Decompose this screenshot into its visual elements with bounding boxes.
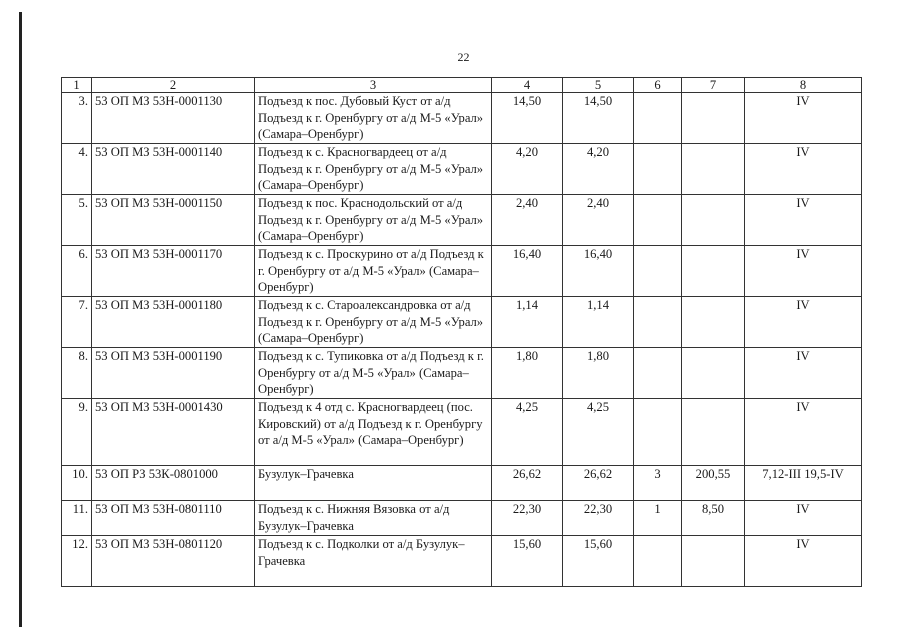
bridges-length-cell — [682, 195, 745, 246]
bridges-count-cell — [634, 195, 682, 246]
length-total-cell: 22,30 — [563, 501, 634, 536]
table-row — [62, 466, 862, 501]
length-cell: 26,62 — [492, 466, 563, 501]
length-cell: 4,20 — [492, 144, 563, 195]
row-number-cell: 7. — [62, 297, 92, 348]
length-total-cell: 16,40 — [563, 246, 634, 297]
road-code-cell: 53 ОП МЗ 53Н-0001430 — [92, 399, 255, 466]
length-total-cell: 1,14 — [563, 297, 634, 348]
length-cell: 16,40 — [492, 246, 563, 297]
road-name-cell: Подъезд к с. Тупиковка от а/д Подъезд к г. Оренбургу от а/д М-5 «Урал» (Самара–Оренбург) — [255, 348, 492, 399]
road-category-cell: IV — [745, 501, 862, 536]
bridges-length-cell — [682, 144, 745, 195]
road-name-cell: Бузулук–Грачевка — [255, 466, 492, 501]
table-row — [62, 348, 862, 399]
road-category-cell: IV — [745, 144, 862, 195]
road-code-cell: 53 ОП МЗ 53Н-0801120 — [92, 536, 255, 587]
bridges-count-cell — [634, 536, 682, 587]
length-total-cell: 4,25 — [563, 399, 634, 466]
table-row — [62, 501, 862, 536]
page-edge-line — [19, 12, 22, 627]
row-number-cell: 5. — [62, 195, 92, 246]
length-cell: 2,40 — [492, 195, 563, 246]
bridges-length-cell — [682, 399, 745, 466]
road-name-cell: Подъезд к 4 отд с. Красногвардеец (пос. Кировский) от а/д Подъезд к г. Оренбургу от а/д М-5 «Урал» (Самара–Оренбург) — [255, 399, 492, 466]
road-category-cell: 7,12-III 19,5-IV — [745, 466, 862, 501]
road-category-cell: IV — [745, 536, 862, 587]
column-header: 1 — [62, 78, 92, 93]
road-category-cell: IV — [745, 195, 862, 246]
road-name-cell: Подъезд к с. Нижняя Вязовка от а/д Бузулук–Грачевка — [255, 501, 492, 536]
bridges-length-cell — [682, 297, 745, 348]
bridges-count-cell — [634, 297, 682, 348]
table-row — [62, 246, 862, 297]
length-total-cell: 14,50 — [563, 93, 634, 144]
bridges-count-cell — [634, 348, 682, 399]
road-category-cell: IV — [745, 93, 862, 144]
row-number-cell: 10. — [62, 466, 92, 501]
column-header: 6 — [634, 78, 682, 93]
page-number: 22 — [457, 50, 470, 64]
road-name-cell: Подъезд к с. Проскурино от а/д Подъезд к г. Оренбургу от а/д М-5 «Урал» (Самара–Оренбург) — [255, 246, 492, 297]
table-row — [62, 536, 862, 587]
table-row — [62, 93, 862, 144]
column-header: 8 — [745, 78, 862, 93]
bridges-length-cell — [682, 246, 745, 297]
road-code-cell: 53 ОП МЗ 53Н-0801110 — [92, 501, 255, 536]
road-name-cell: Подъезд к пос. Дубовый Куст от а/д Подъезд к г. Оренбургу от а/д М-5 «Урал» (Самара–Оренбург) — [255, 93, 492, 144]
column-header: 4 — [492, 78, 563, 93]
bridges-length-cell — [682, 536, 745, 587]
road-code-cell: 53 ОП МЗ 53Н-0001140 — [92, 144, 255, 195]
row-number-cell: 11. — [62, 501, 92, 536]
row-number-cell: 8. — [62, 348, 92, 399]
road-category-cell: IV — [745, 399, 862, 466]
bridges-count-cell: 1 — [634, 501, 682, 536]
row-number-cell: 12. — [62, 536, 92, 587]
road-category-cell: IV — [745, 297, 862, 348]
road-code-cell: 53 ОП МЗ 53Н-0001150 — [92, 195, 255, 246]
bridges-length-cell: 8,50 — [682, 501, 745, 536]
length-total-cell: 26,62 — [563, 466, 634, 501]
road-code-cell: 53 ОП МЗ 53Н-0001170 — [92, 246, 255, 297]
length-cell: 22,30 — [492, 501, 563, 536]
row-number-cell: 4. — [62, 144, 92, 195]
road-category-cell: IV — [745, 348, 862, 399]
column-header: 5 — [563, 78, 634, 93]
length-total-cell: 1,80 — [563, 348, 634, 399]
row-number-cell: 6. — [62, 246, 92, 297]
bridges-count-cell — [634, 246, 682, 297]
table-row — [62, 297, 862, 348]
road-name-cell: Подъезд к с. Староалександровка от а/д Подъезд к г. Оренбургу от а/д М-5 «Урал» (Самара–Оренбург) — [255, 297, 492, 348]
length-cell: 15,60 — [492, 536, 563, 587]
road-code-cell: 53 ОП МЗ 53Н-0001130 — [92, 93, 255, 144]
row-number-cell: 9. — [62, 399, 92, 466]
bridges-length-cell — [682, 93, 745, 144]
column-header: 7 — [682, 78, 745, 93]
road-code-cell: 53 ОП МЗ 53Н-0001190 — [92, 348, 255, 399]
road-name-cell: Подъезд к пос. Краснодольский от а/д Подъезд к г. Оренбургу от а/д М-5 «Урал» (Самара–Оренбург) — [255, 195, 492, 246]
table-header-row — [62, 78, 862, 93]
table-row — [62, 399, 862, 466]
length-cell: 4,25 — [492, 399, 563, 466]
length-total-cell: 15,60 — [563, 536, 634, 587]
bridges-count-cell: 3 — [634, 466, 682, 501]
length-cell: 14,50 — [492, 93, 563, 144]
bridges-count-cell — [634, 399, 682, 466]
length-cell: 1,14 — [492, 297, 563, 348]
road-name-cell: Подъезд к с. Красногвардеец от а/д Подъезд к г. Оренбургу от а/д М-5 «Урал» (Самара–Оренбург) — [255, 144, 492, 195]
roads-table — [61, 77, 862, 587]
bridges-length-cell: 200,55 — [682, 466, 745, 501]
length-cell: 1,80 — [492, 348, 563, 399]
bridges-length-cell — [682, 348, 745, 399]
road-code-cell: 53 ОП РЗ 53К-0801000 — [92, 466, 255, 501]
table-row — [62, 144, 862, 195]
length-total-cell: 4,20 — [563, 144, 634, 195]
table-row — [62, 195, 862, 246]
column-header: 2 — [92, 78, 255, 93]
row-number-cell: 3. — [62, 93, 92, 144]
road-code-cell: 53 ОП МЗ 53Н-0001180 — [92, 297, 255, 348]
road-name-cell: Подъезд к с. Подколки от а/д Бузулук–Грачевка — [255, 536, 492, 587]
road-category-cell: IV — [745, 246, 862, 297]
bridges-count-cell — [634, 93, 682, 144]
length-total-cell: 2,40 — [563, 195, 634, 246]
bridges-count-cell — [634, 144, 682, 195]
column-header: 3 — [255, 78, 492, 93]
